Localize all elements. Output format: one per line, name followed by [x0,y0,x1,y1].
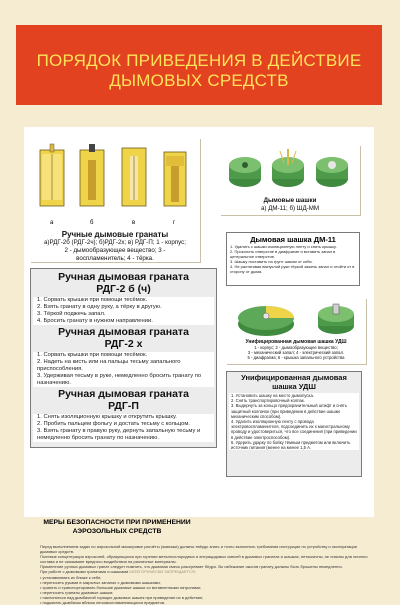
grenades-illustration [30,140,200,222]
list-item: 1. Сорвать крышки при помощи тесёмок. [37,297,148,303]
smoke-pots-figure [220,145,360,215]
safety-bullet: • поджигать дымбачок вблизи легковоспламеняющихся предметов. [40,600,166,605]
prohibited-label: КАТЕГОРИЧЕСКИ ЗАПРЕЩАЕТСЯ: [129,569,196,575]
safety-bullet: • устанавливать их ближе к себе; [40,574,102,580]
list-item: 4. Бросить гранату в нужном направлении. [37,318,153,324]
rdg2x-section [31,326,216,387]
grenade-d-icon [164,152,186,206]
safety-paragraph: При работе с дымовыми гранатами и шашками [40,569,129,575]
grenades-caption-1: а)РДГ-2б (РДГ-2ч); б)РДГ-2х; в) РДГ-П; 1 - корпус; [43,239,186,246]
header-banner [16,25,382,105]
rdgp-steps [33,414,214,442]
dm11-instructions [226,232,360,286]
safety-text [40,544,370,605]
label-c: в [132,220,136,226]
grenades-title: Ручные дымовые гранаты [61,230,169,239]
list-item: 1. Сорвать крышки при помощи тесёмок. [37,352,148,358]
label-b: б [90,220,94,226]
safety-bullet: • переносить гранаты дымовые шашки; [40,589,114,595]
rdg2b-steps [33,297,214,325]
grenade-a-icon [40,144,64,206]
udsh-instructions [226,371,362,477]
grenade-b-icon [80,144,104,206]
grenade-c-icon [122,148,146,206]
safety-bullet: • хранить и транспортировать большие дымовые шашки со вставленными патронами; [40,584,202,590]
safety-paragraph: Полевые концентрации аэрозолей, образующихся при горении металлохлоридных и антрацидовых смесей в дымовых гранатах и шашках, нетоксичны, не опасны для личного состава и не оказывают вредного воздействия на различные материалы. [40,554,368,565]
safety-bullet: • наклоняться над дымбачной горящих дымовых шашек при приведении их в действие; [40,594,204,600]
list-item: 3. Удерживая тесьму в руке, немедленно бросить гранату по назначению. [37,373,202,386]
rdg2b-section [31,271,216,325]
label-d: г [173,220,176,226]
smoke-pot-1-icon [229,157,261,187]
safety-title-line-1: МЕРЫ БЕЗОПАСНОСТИ ПРИ ПРИМЕНЕНИИ [43,519,191,526]
udsh-caption-1: 1 - корпус; 2 - дымообразующее вещество; [254,345,338,350]
safety-paragraph: Перед выполнением задач по аэрозольной маскировке расчёты (экипажи) должны твёрдо знать и точно выполнять требования инструкции по устройству и эксплуатации дымовых средств. [40,544,357,555]
list-item: 3. Шашку поставить на грунт шаком от себя. [230,259,313,264]
list-item: 1. Удалить с шашки изоляционную ленту и снять крышку. [230,244,337,249]
udsh-title-1: Унифицированная дымовая [241,373,347,382]
list-item: 4. Удалить изоляционную ленту с провода электровоспламенителя, подсоединить их к магистральному проводу и удостовериться, что все соединения (при приведении в действие электроспособом). [231,419,357,440]
udsh-pot-icon [318,304,354,334]
safety-paragraph: Применение ручных дымовых гранат следует помнить, что дымовая смесь разогревает бёдро. Во избежание ожогов гранату должны быть брошены немедленно. [40,564,343,570]
udsh-title-2: шашка УДШ [272,381,316,391]
udsh-steps [229,393,359,450]
list-item: 2. Взять гранату в одну руку, а тёрку в другую. [37,304,162,310]
list-item: 2. Надеть на кисть или на пальцы тесьму запального приспособления. [37,359,181,372]
udsh-figure-title: Унифицированная дымовая шашка УДШ [245,339,347,345]
list-item: 2. Пробить пальцем фольгу и достать тесьму с кольцом. [37,421,190,427]
rdg2x-title-1: Ручная дымовая граната [58,326,189,338]
list-item: 2. Проколоть отверстие в диафрагме и вставить запал в центральное отверстие. [230,249,336,259]
grenades-caption-3: воспламенитель; 4 - тёрка. [76,255,154,262]
rdgp-title-2: РДГ-П [108,400,139,412]
list-item: 1. Снять изоляционную крышку и открутить крышку. [37,414,177,420]
list-item: 4. Не растягивая выпуклой руки тёркой зажечь запал и отойти от в сторону от дыма. [230,264,355,274]
grenades-figure [30,138,200,262]
list-item: 3. Взять гранату в правую руку, дернуть запальную тесьму и немедленно бросить гранату по назначению. [37,428,201,441]
grenade-instructions [30,268,217,448]
rdg2x-steps [33,352,214,387]
rdgp-section [31,388,216,442]
smoke-pot-2-icon [272,149,304,187]
page-title-line-2: ДЫМОВЫХ СРЕДСТВ [109,71,289,90]
smoke-pots-title: Дымовые шашки [263,197,317,204]
list-item: 3. Тёркой поджечь запал. [37,311,106,317]
safety-title [32,519,202,536]
rdgp-title-1: Ручная дымовая граната [58,388,189,400]
udsh-caption-3: 5 - диафрагма; 6 - крышка запального устройства [247,355,345,360]
page-title-line-1: ПОРЯДОК ПРИВЕДЕНИЯ В ДЕЙСТВИЕ [36,51,362,70]
page-title [16,51,382,91]
rdg2b-title-1: Ручная дымовая граната [58,271,189,283]
label-a: а [50,220,54,226]
safety-title-line-2: АЭРОЗОЛЬНЫХ СРЕДСТВ [72,527,162,535]
udsh-figure [226,298,366,364]
list-item: 2. Снять транспортировочный колпак. [231,398,305,404]
list-item: 3. Выдернуть за кольцо предохранительный штифт и снять защитный колпачок (при приведении в действие шашки механическим способом). [231,403,348,419]
udsh-illustration [226,298,366,338]
udsh-cutaway-icon [238,306,294,336]
list-item: 5. Удерить ударку по бойку тёмным предметом или включить источник питания (менее на менее 1,5 А. [231,439,351,451]
rdg2x-title-2: РДГ-2 х [104,338,143,350]
safety-bullet: • переносить руками в закрытых запалах с дымовыми шашками; [40,579,161,585]
smoke-pots-caption: а) ДМ-11; б) ШД-ММ [260,205,320,212]
list-item: 1. Установить шашку на место дымопуска. [231,393,314,398]
dm11-title: Дымовая шашка ДМ-11 [250,235,336,244]
grenades-caption-2: 2 - дымообразующее вещество; 3 - [64,247,166,254]
dm11-steps [227,244,359,274]
smoke-pot-3-icon [316,157,348,187]
rdg2b-title-2: РДГ-2 б (ч) [96,283,151,295]
udsh-caption-2: 3 - механический запал; 4 - электрический запал. [247,350,345,355]
smoke-pots-illustration [220,145,360,195]
